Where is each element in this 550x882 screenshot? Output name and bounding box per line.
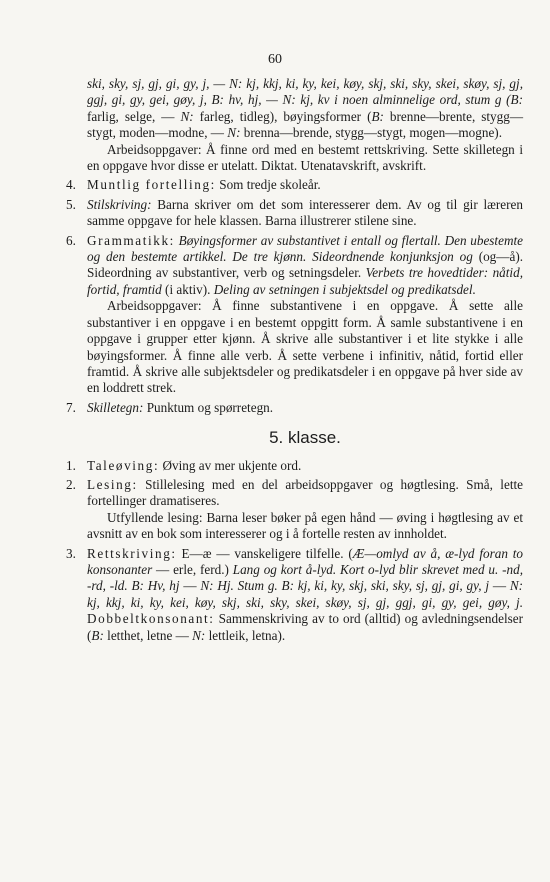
text-run: Taleøving:	[87, 457, 160, 473]
text-run: Bøyingsformer av substantivet i entall og flertall. Den ubestemte og den bestemte artikkel. De tre kjønn. Sideordnende konjunksjon og	[87, 232, 523, 265]
text-run: Deling av setningen i subjektsdel og predikatsdel.	[213, 281, 476, 297]
text-run: ski, sky, sj, gj, gi, gy, j, — N: kj, kkj, ki, ky, kei, køy, skj, ski, sky, skei, skøy, sj, gj, ggj, gi, gy, gei, gøy, j, B: hv, hj, — N: kj, kv i noen alminnelige ord, stum g (	[87, 76, 523, 108]
page-number: 60	[268, 52, 282, 67]
text-run: N: kj, kkj, ki, ky, kei, køy, skj, ski, sky, skei, skøy, sj, gj, ggj, gi, gy, gei, gøy, j.	[87, 578, 523, 610]
list-item	[66, 196, 523, 230]
list-item	[66, 232, 524, 299]
item-text	[87, 400, 273, 415]
section-title: 5. klasse.	[269, 428, 341, 448]
item-text	[87, 458, 301, 473]
item-number: 5.	[66, 196, 76, 212]
intro-paragraph	[87, 76, 523, 142]
text-run: Rettskriving:	[87, 545, 177, 561]
text-run: N:	[192, 627, 206, 643]
item-text	[87, 197, 523, 228]
item-number: 6.	[66, 232, 76, 248]
text-run: farlig, selge, —	[87, 108, 181, 124]
text-run: letthet, letne —	[103, 627, 193, 643]
text-run: Stilskriving:	[87, 196, 152, 212]
item2-extra: Utfyllende lesing: Barna leser bøker på egen hånd — øving i høgtlesing av et avsnitt av en bok som interesserer og i å fortelle resten av innholdet.	[87, 509, 523, 542]
items-b	[66, 457, 523, 510]
text-run: Stillelesing med en del arbeidsoppgaver og høgtlesing. Små, lette fortellinger dramatiseres.	[87, 476, 523, 509]
item-text	[87, 477, 523, 508]
intro-tasks: Arbeidsoppgaver: Å finne ord med en bestemt rettskriving. Sette skilletegn i en oppgave hvor disse er utelatt. Diktat. Utenatavskrift, avskrift.	[87, 141, 523, 174]
items-a	[66, 177, 524, 298]
text-run: Lesing:	[87, 476, 138, 492]
text-run: Øving av mer ukjente ord.	[159, 457, 302, 473]
text-run: Sammenskriving av to ord (alltid) og avledningsendelser (	[87, 611, 523, 643]
text-run: B:	[91, 627, 104, 643]
item-text	[87, 546, 523, 643]
text-run: Grammatikk:	[87, 232, 175, 248]
list-item-7	[66, 399, 523, 416]
item-text	[87, 177, 321, 192]
list-item	[66, 476, 523, 510]
text-run: Skilletegn:	[87, 399, 144, 415]
text-run: brenne—brente, stygg—stygt, moden—modne, —	[87, 108, 524, 141]
text-run: Verbets tre hovedtider: nåtid, fortid, framtid	[87, 265, 523, 297]
text-run: Punktum og spørretegn.	[143, 399, 274, 415]
item6-tasks: Arbeidsoppgaver: Å finne substantivene i en oppgave. Å sette alle substantiver i en oppgave i en bestemt oppgitt form. Å samle substantivene i en oppgave i grupper etter kjønn. Å skrive alle substantiver i et lite stykke i alle bøyingsformer. Å finne alle verb. Å sette verbene i infinitiv, nåtid, fortid eller framtid. Å skrive alle subjektsdeler og predikatsdeler i en oppgave på hver side av en loddrett strek.	[87, 298, 523, 396]
item-number: 2.	[66, 476, 76, 492]
page-body	[66, 76, 524, 644]
text-run: Æ—omlyd av å, æ-lyd foran to konsonanter	[87, 545, 523, 577]
text-run: Dobbeltkonsonant:	[87, 611, 215, 627]
text-run: Lang og kort å-lyd. Kort o-lyd blir skrevet med u. -nd, -rd, -ld. B: Hv, hj	[87, 561, 523, 594]
text-run: — erle, ferd.)	[152, 561, 233, 577]
text-run: (og—å). Sideordning av substantiver, verb og setningsdeler.	[87, 249, 524, 281]
text-run: Muntlig fortelling:	[87, 177, 216, 193]
text-run: N: Hj. Stum g. B: kj, ki, ky, skj, ski, sky, sj, gj, gi, gy, j	[200, 578, 489, 594]
list-item-3	[66, 545, 523, 644]
text-run: B:	[510, 92, 523, 108]
text-run: N:	[180, 108, 194, 124]
text-run: —	[489, 578, 510, 594]
item-text	[87, 233, 523, 297]
text-run: Som tredje skoleår.	[215, 177, 321, 193]
list-item	[66, 177, 523, 193]
text-run: farleg, tidleg), bøyingsformer (	[193, 108, 372, 124]
text-run: E—æ — vanskeligere tilfelle. (	[176, 545, 353, 561]
item-number: 7.	[66, 399, 76, 415]
text-run: —	[179, 578, 201, 594]
list-item	[66, 457, 523, 474]
text-run: B:	[371, 108, 384, 124]
text-run: lettleik, letna).	[205, 627, 286, 643]
item-number: 4.	[66, 177, 76, 193]
item-number: 1.	[66, 457, 76, 473]
item-number: 3.	[66, 545, 76, 561]
text-run: brenna—brende, stygg—stygt, mogen—mogne).	[240, 125, 502, 141]
text-run: (i aktiv).	[161, 281, 214, 297]
text-run: Barna skriver om det som interesserer dem. Av og til gir læreren samme oppgave for hele klassen. Barna illustrerer stilene sine.	[87, 196, 523, 229]
text-run: N:	[227, 125, 241, 141]
